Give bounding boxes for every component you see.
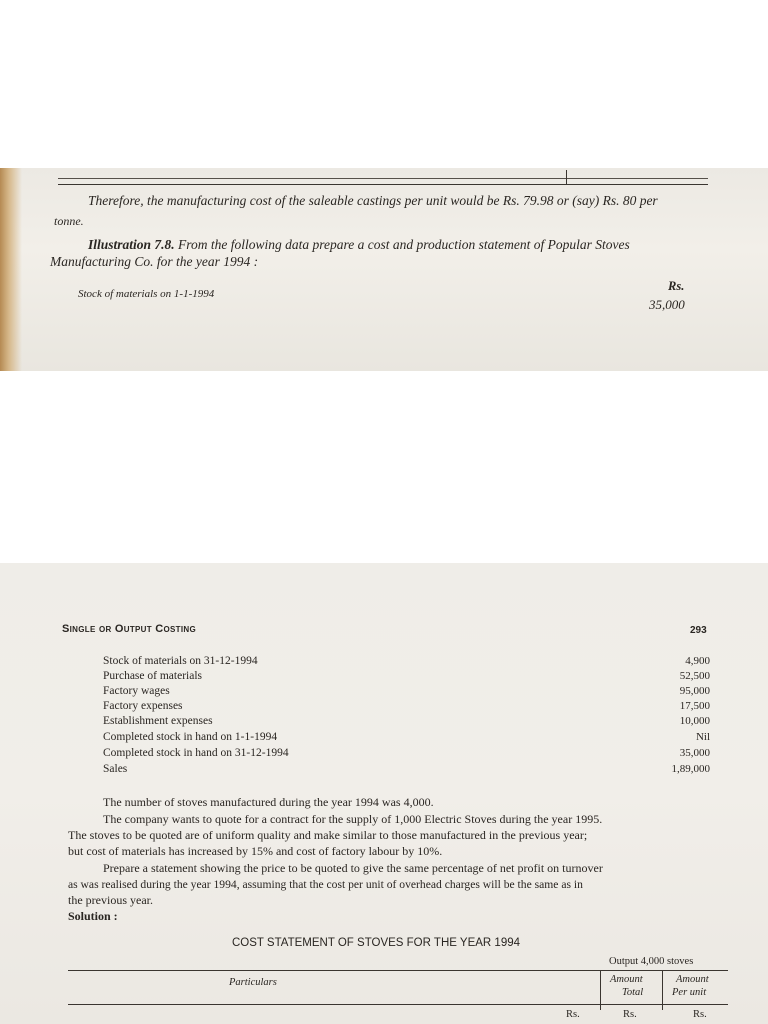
paragraph-3-line-1: Prepare a statement showing the price to be quoted to give the same percentage of net profit on turnover <box>103 861 603 875</box>
col-amount-total-1: Amount <box>610 974 643 985</box>
page-number: 293 <box>690 625 707 636</box>
col-amount-total-2: Total <box>622 987 644 998</box>
output-label: Output 4,000 stoves <box>609 956 694 967</box>
top-page-photo <box>0 168 768 371</box>
row-value: 52,500 <box>679 670 710 682</box>
conclusion-line: Therefore, the manufacturing cost of the saleable castings per unit would be Rs. 79.98 or (say) Rs. 80 per <box>88 193 658 208</box>
top-rule-tick <box>566 170 567 184</box>
row-value: 10,000 <box>679 715 710 727</box>
top-rule-2 <box>58 184 708 185</box>
illustration-line-cont: Manufacturing Co. for the year 1994 : <box>50 254 259 269</box>
currency-col-1: Rs. <box>566 1009 580 1020</box>
row-label: Completed stock in hand on 31-12-1994 <box>103 747 289 759</box>
row-label: Establishment expenses <box>103 715 213 727</box>
item-value: 35,000 <box>649 297 685 312</box>
paragraph-1: The number of stoves manufactured during the year 1994 was 4,000. <box>103 795 434 809</box>
row-value: 17,500 <box>679 700 710 712</box>
table-top-rule <box>68 970 728 971</box>
row-label: Stock of materials on 31-12-1994 <box>103 655 258 667</box>
running-header: Single or Output Costing <box>62 623 196 635</box>
row-label: Purchase of materials <box>103 670 202 682</box>
illustration-label: Illustration 7.8. <box>88 237 175 252</box>
row-value: 4,900 <box>685 655 710 667</box>
top-rule <box>58 178 708 179</box>
paragraph-3-line-2: as was realised during the year 1994, assuming that the cost per unit of overhead charges will be the same as in <box>68 878 583 891</box>
currency-col-2: Rs. <box>623 1009 637 1020</box>
paragraph-2-line-3: but cost of materials has increased by 15% and cost of factory labour by 10%. <box>68 844 443 858</box>
row-label: Factory wages <box>103 685 170 697</box>
col-amount-unit-1: Amount <box>676 974 709 985</box>
col-particulars: Particulars <box>229 977 277 988</box>
currency-header: Rs. <box>668 279 685 293</box>
item-label: Stock of materials on 1-1-1994 <box>78 288 215 300</box>
row-value: 1,89,000 <box>671 763 710 775</box>
col-amount-unit-2: Per unit <box>672 987 707 998</box>
table-header-rule <box>68 1004 728 1005</box>
row-label: Factory expenses <box>103 700 183 712</box>
paragraph-2-line-1: The company wants to quote for a contract for the supply of 1,000 Electric Stoves during the year 1995. <box>103 812 603 826</box>
statement-title: COST STATEMENT OF STOVES FOR THE YEAR 1994 <box>232 937 520 949</box>
row-label: Sales <box>103 763 128 775</box>
conclusion-line-cont: tonne. <box>54 214 84 228</box>
bottom-page-photo <box>0 563 768 1024</box>
page-binding-shadow <box>0 168 22 371</box>
illustration-text: From the following data prepare a cost and production statement of Popular Stoves <box>178 237 630 252</box>
currency-col-3: Rs. <box>693 1009 707 1020</box>
paragraph-2-line-2: The stoves to be quoted are of uniform quality and make similar to those manufactured in the previous year; <box>68 828 588 842</box>
paragraph-3-line-3: the previous year. <box>68 893 153 907</box>
row-value: 95,000 <box>679 685 710 697</box>
solution-label: Solution : <box>68 909 118 923</box>
row-label: Completed stock in hand on 1-1-1994 <box>103 731 278 743</box>
illustration-line <box>88 237 630 253</box>
row-value: 35,000 <box>679 747 710 759</box>
row-value: Nil <box>695 731 710 743</box>
